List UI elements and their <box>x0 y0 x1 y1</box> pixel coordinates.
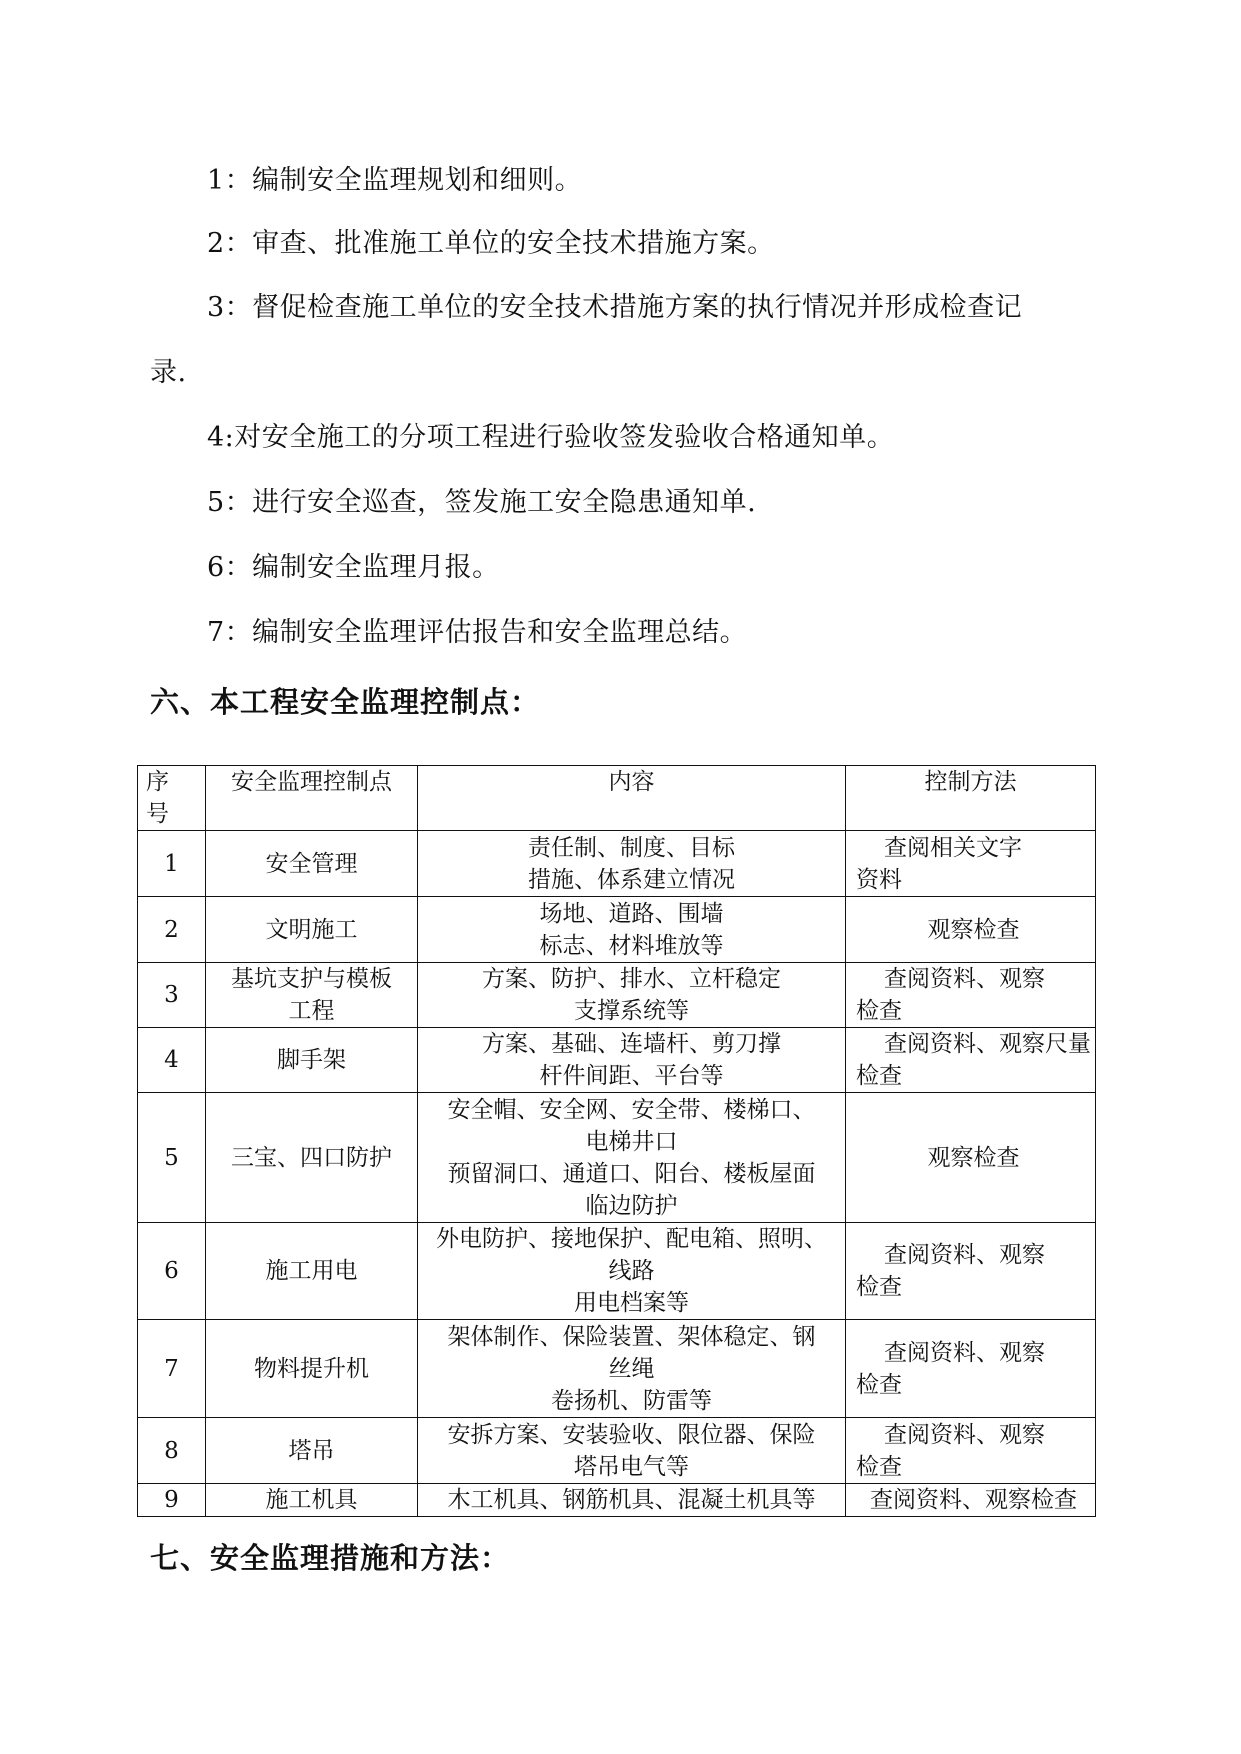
cell-line: 标志、材料堆放等 <box>539 932 724 959</box>
cell-line: 查阅资料、观察检查 <box>870 1487 1077 1513</box>
table-row <box>138 831 1096 897</box>
paragraph-7: 7：编制安全监理评估报告和安全监理总结。 <box>207 617 748 648</box>
cell-line: 观察检查 <box>927 1144 1020 1171</box>
row-content <box>418 1418 846 1484</box>
cell-line: 查阅资料、观察 <box>884 1339 1045 1366</box>
row-method <box>846 1484 1096 1517</box>
row-control-point <box>206 1320 418 1418</box>
cell-line: 支撑系统等 <box>574 998 689 1024</box>
row-content <box>418 1028 846 1093</box>
table-row <box>138 1028 1096 1093</box>
row-method <box>846 1028 1096 1093</box>
cell-line: 丝绳 <box>608 1355 655 1382</box>
row-method <box>846 897 1096 963</box>
row-control-point <box>206 1418 418 1484</box>
row-content <box>418 1223 846 1320</box>
row-index: 2 <box>138 897 206 963</box>
row-method <box>846 1093 1096 1223</box>
row-method <box>846 1418 1096 1484</box>
paragraph-6: 6：编制安全监理月报。 <box>207 552 500 583</box>
paragraph-2: 2：审查、批准施工单位的安全技术措施方案。 <box>207 228 775 259</box>
row-index: 1 <box>138 831 206 897</box>
cell-line: 施工机具 <box>265 1487 358 1513</box>
cell-line: 电梯井口 <box>585 1128 678 1155</box>
cell-line: 安全帽、安全网、安全带、楼梯口、 <box>447 1096 816 1123</box>
row-control-point <box>206 1093 418 1223</box>
row-content <box>418 1093 846 1223</box>
cell-line: 三宝、四口防护 <box>231 1144 392 1171</box>
cell-line: 资料 <box>856 866 902 893</box>
header-method: 控制方法 <box>846 766 1096 831</box>
cell-line: 场地、道路、围墙 <box>539 900 724 927</box>
cell-line: 查阅资料、观察 <box>884 1421 1045 1448</box>
table-row <box>138 1418 1096 1484</box>
cell-line: 安全管理 <box>265 850 358 877</box>
cell-line: 方案、基础、连墙杆、剪刀撑 <box>482 1031 781 1057</box>
table-row <box>138 1320 1096 1418</box>
table-row <box>138 1093 1096 1223</box>
cell-line: 用电档案等 <box>574 1290 689 1316</box>
cell-line: 施工用电 <box>265 1258 358 1284</box>
cell-line: 线路 <box>608 1258 655 1284</box>
cell-line: 物料提升机 <box>254 1355 369 1382</box>
cell-line: 检查 <box>856 1274 902 1300</box>
row-index: 8 <box>138 1418 206 1484</box>
header-content: 内容 <box>418 766 846 831</box>
header-index <box>138 766 206 831</box>
header-index-line: 号 <box>146 801 169 827</box>
paragraph-1: 1：编制安全监理规划和细则。 <box>207 165 583 196</box>
row-index: 6 <box>138 1223 206 1320</box>
row-index: 7 <box>138 1320 206 1418</box>
cell-line: 临边防护 <box>585 1192 678 1219</box>
row-index: 4 <box>138 1028 206 1093</box>
cell-line: 观察检查 <box>927 916 1020 943</box>
paragraph-5: 5：进行安全巡查，签发施工安全隐患通知单. <box>207 487 757 518</box>
cell-line: 责任制、制度、目标 <box>528 834 735 861</box>
row-control-point <box>206 1223 418 1320</box>
table-row <box>138 963 1096 1028</box>
cell-line: 措施、体系建立情况 <box>528 866 735 893</box>
cell-line: 文明施工 <box>265 916 358 943</box>
row-control-point <box>206 897 418 963</box>
cell-line: 外电防护、接地保护、配电箱、照明、 <box>436 1226 827 1252</box>
cell-line: 方案、防护、排水、立杆稳定 <box>482 966 781 992</box>
section-7-heading: 七、安全监理措施和方法： <box>150 1541 511 1575</box>
header-control-point: 安全监理控制点 <box>206 766 418 831</box>
cell-line: 检查 <box>856 1371 902 1398</box>
row-content <box>418 963 846 1028</box>
paragraph-4: 4:对安全施工的分项工程进行验收签发验收合格通知单。 <box>207 422 895 453</box>
row-method <box>846 1320 1096 1418</box>
row-content <box>418 897 846 963</box>
cell-line: 塔吊 <box>288 1437 335 1464</box>
cell-line: 杆件间距、平台等 <box>539 1063 724 1089</box>
cell-line: 查阅相关文字 <box>884 834 1022 861</box>
row-control-point <box>206 963 418 1028</box>
table-body <box>138 831 1096 1517</box>
cell-line: 查阅资料、观察尺量 <box>884 1031 1091 1057</box>
header-index-line: 序 <box>146 769 169 795</box>
paragraph-3-continued: 录. <box>150 357 187 388</box>
cell-line: 预留洞口、通道口、阳台、楼板屋面 <box>447 1160 816 1187</box>
row-method <box>846 831 1096 897</box>
cell-line: 查阅资料、观察 <box>884 966 1045 992</box>
row-index: 3 <box>138 963 206 1028</box>
cell-line: 检查 <box>856 998 902 1024</box>
row-control-point <box>206 831 418 897</box>
cell-line: 工程 <box>288 998 335 1024</box>
row-index: 5 <box>138 1093 206 1223</box>
cell-line: 卷扬机、防雷等 <box>551 1387 712 1414</box>
table-row <box>138 1484 1096 1517</box>
table-row <box>138 1223 1096 1320</box>
cell-line: 脚手架 <box>277 1047 346 1073</box>
row-control-point <box>206 1484 418 1517</box>
cell-line: 安拆方案、安装验收、限位器、保险 <box>447 1421 816 1448</box>
paragraph-3: 3：督促检查施工单位的安全技术措施方案的执行情况并形成检查记 <box>207 292 1023 323</box>
row-index: 9 <box>138 1484 206 1517</box>
row-method <box>846 1223 1096 1320</box>
control-points-table <box>137 765 1096 1517</box>
cell-line: 检查 <box>856 1063 902 1089</box>
row-control-point <box>206 1028 418 1093</box>
row-content <box>418 1320 846 1418</box>
cell-line: 查阅资料、观察 <box>884 1242 1045 1268</box>
table-row <box>138 897 1096 963</box>
table-header-row <box>138 766 1096 831</box>
cell-line: 架体制作、保险装置、架体稳定、钢 <box>447 1323 816 1350</box>
row-content <box>418 1484 846 1517</box>
row-method <box>846 963 1096 1028</box>
row-content <box>418 831 846 897</box>
section-6-heading: 六、本工程安全监理控制点： <box>150 685 541 719</box>
cell-line: 塔吊电气等 <box>574 1453 689 1480</box>
cell-line: 基坑支护与模板 <box>231 966 392 992</box>
cell-line: 木工机具、钢筋机具、混凝土机具等 <box>447 1487 816 1513</box>
cell-line: 检查 <box>856 1453 902 1480</box>
